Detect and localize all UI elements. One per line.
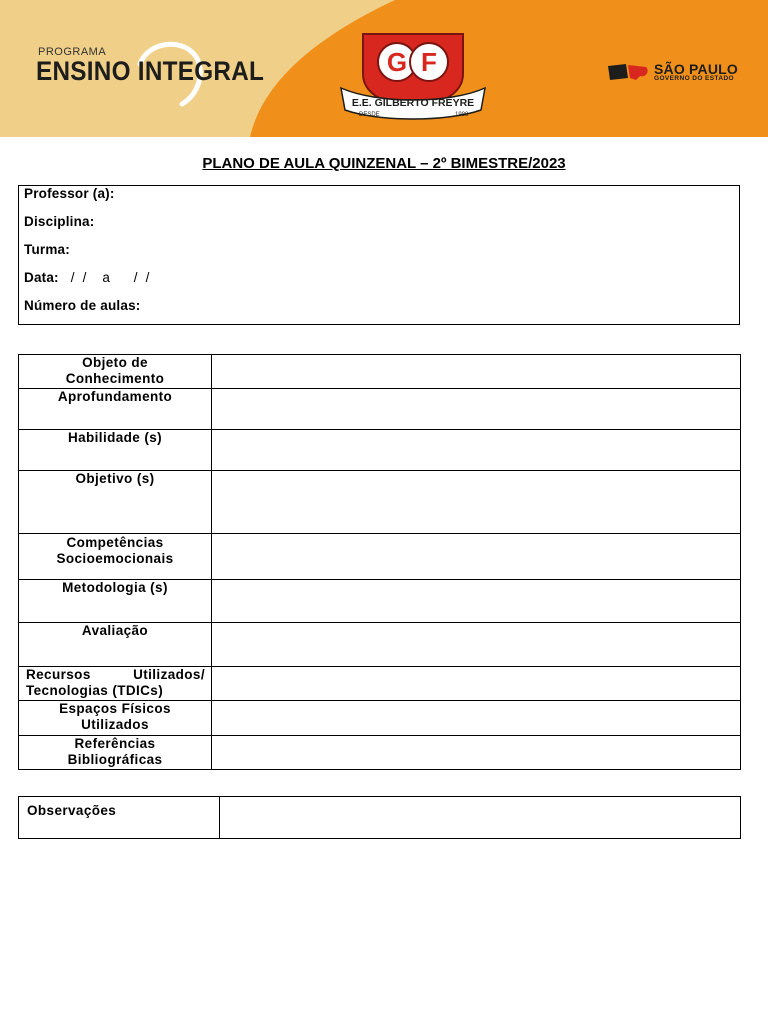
table-row xyxy=(19,471,741,534)
header-banner xyxy=(0,0,768,137)
disciplina-label: Disciplina: xyxy=(24,214,95,229)
row-label-habilidade: Habilidade (s) xyxy=(19,430,212,471)
row-label-avaliacao: Avaliação xyxy=(19,623,212,667)
recursos-word-1: Recursos xyxy=(26,667,91,682)
row-label-objeto xyxy=(19,355,212,389)
observacoes-input-cell[interactable] xyxy=(220,797,741,839)
turma-label: Turma: xyxy=(24,242,70,257)
row-label-observacoes: Observações xyxy=(19,797,220,839)
espacos-line-1: Espaços Físicos xyxy=(59,701,171,716)
objetivo-input-cell[interactable] xyxy=(212,471,741,534)
school-logo-letter-g: G xyxy=(386,47,408,77)
teacher-info-box xyxy=(18,185,740,325)
habilidade-input-cell[interactable] xyxy=(212,430,741,471)
objeto-line-1: Objeto de xyxy=(82,355,148,370)
gov-title: SÃO PAULO xyxy=(654,61,738,77)
table-row xyxy=(19,389,741,430)
objeto-line-2: Conhecimento xyxy=(65,371,165,386)
competencias-line-1: Competências xyxy=(66,535,164,550)
turma-field[interactable] xyxy=(24,242,70,257)
school-logo-year: 1988 xyxy=(455,112,469,118)
row-label-metodologia: Metodologia (s) xyxy=(19,580,212,623)
espacos-input-cell[interactable] xyxy=(212,701,741,736)
row-label-recursos xyxy=(19,667,212,701)
program-logo-text: ENSINO INTEGRAL xyxy=(36,56,265,86)
document-title: PLANO DE AULA QUINZENAL – 2º BIMESTRE/2023 xyxy=(202,155,566,172)
referencias-line-2: Bibliográficas xyxy=(67,752,163,767)
row-label-competencias xyxy=(19,534,212,580)
objeto-input-cell[interactable] xyxy=(212,355,741,389)
avaliacao-input-cell[interactable] xyxy=(212,623,741,667)
row-label-espacos xyxy=(19,701,212,736)
numero-aulas-label: Número de aulas: xyxy=(24,298,141,313)
table-row xyxy=(19,623,741,667)
competencias-line-2: Socioemocionais xyxy=(56,551,174,566)
recursos-line-1 xyxy=(19,667,211,683)
aprofundamento-input-cell[interactable] xyxy=(212,389,741,430)
program-small-text: PROGRAMA xyxy=(38,46,107,58)
row-label-objetivo: Objetivo (s) xyxy=(19,471,212,534)
school-logo-name: E.E. GILBERTO FREYRE xyxy=(351,97,475,109)
competencias-input-cell[interactable] xyxy=(212,534,741,580)
table-row xyxy=(19,580,741,623)
table-row xyxy=(19,534,741,580)
table-row xyxy=(19,701,741,736)
referencias-line-1: Referências xyxy=(74,736,156,751)
professor-field[interactable] xyxy=(24,186,115,201)
espacos-line-2: Utilizados xyxy=(81,717,149,732)
observacoes-table xyxy=(18,796,741,839)
table-row xyxy=(19,797,741,839)
row-label-referencias xyxy=(19,736,212,770)
row-label-aprofundamento: Aprofundamento xyxy=(19,389,212,430)
table-row xyxy=(19,736,741,770)
referencias-input-cell[interactable] xyxy=(212,736,741,770)
lesson-plan-table xyxy=(18,354,741,770)
data-value: / / a / / xyxy=(70,270,150,285)
school-logo-letter-f: F xyxy=(421,47,437,77)
school-logo-since: DESDE xyxy=(359,112,380,118)
recursos-input-cell[interactable] xyxy=(212,667,741,701)
professor-label: Professor (a): xyxy=(24,186,115,201)
table-row xyxy=(19,667,741,701)
sp-map-icon xyxy=(606,62,650,82)
gov-subtitle: GOVERNO DO ESTADO xyxy=(654,75,734,82)
numero-aulas-field[interactable] xyxy=(24,298,140,313)
table-row xyxy=(19,355,741,389)
recursos-word-2: Utilizados/ xyxy=(133,667,205,682)
data-label: Data: xyxy=(24,270,59,285)
data-field[interactable] xyxy=(24,270,150,285)
table-row xyxy=(19,430,741,471)
recursos-line-2: Tecnologias (TDICs) xyxy=(26,683,164,698)
metodologia-input-cell[interactable] xyxy=(212,580,741,623)
gov-sp-logo xyxy=(606,61,746,85)
school-crest-logo xyxy=(337,30,489,120)
disciplina-field[interactable] xyxy=(24,214,94,229)
